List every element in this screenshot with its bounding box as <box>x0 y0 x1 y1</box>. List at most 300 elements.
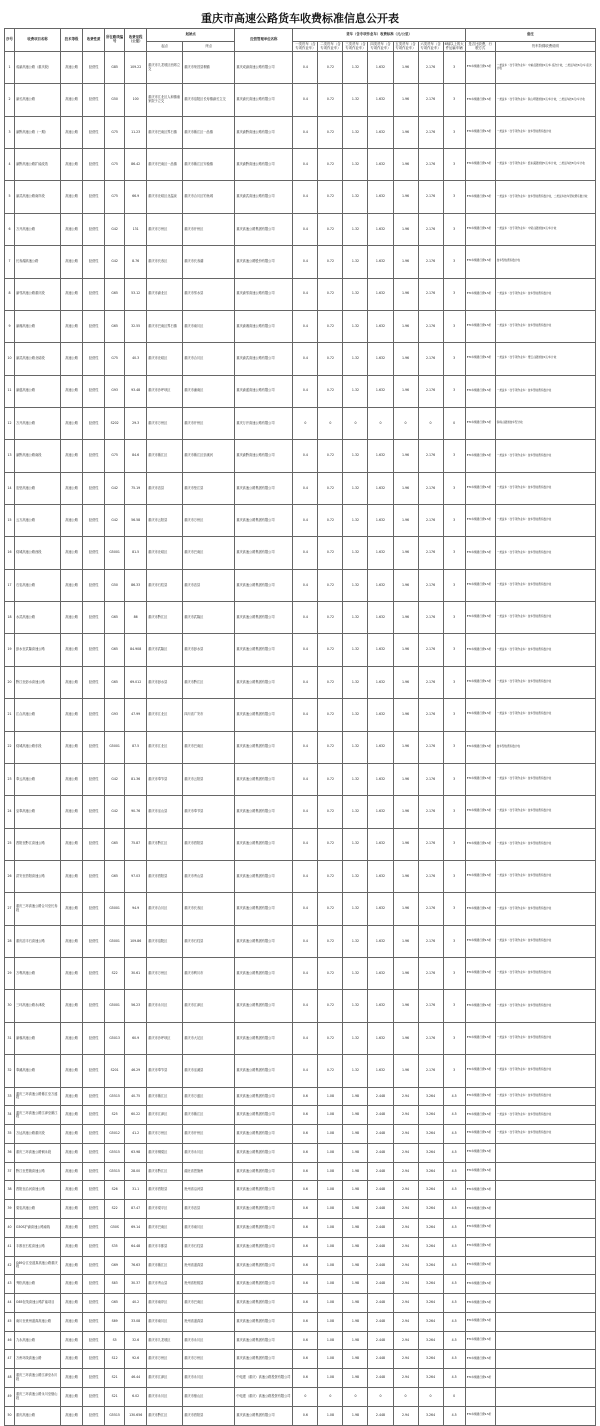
cell-project: 成渝高速公路（重庆段） <box>15 52 61 84</box>
cell-oversize: 3 <box>443 343 465 375</box>
cell-seq: 39 <box>5 1200 15 1219</box>
cell-note-2: 一类货车（含专项作业车）按车型收费系数计收 <box>495 1055 595 1087</box>
cell-nature: 经营性 <box>83 828 105 860</box>
cell-class-4: 2.448 <box>368 1406 393 1425</box>
cell-end: 重庆市綦江区安稳镇 <box>183 149 235 181</box>
cell-end: 重庆市江津区 <box>183 990 235 1022</box>
header-grade: 技术等级 <box>61 29 83 52</box>
cell-class-1: 0.4 <box>293 699 318 731</box>
header-mileage: 收费里程（公里） <box>125 29 147 52</box>
cell-mileage: 86.42 <box>125 149 147 181</box>
cell-class-3: 1.98 <box>343 1312 368 1331</box>
cell-class-1: 0.6 <box>293 1350 318 1369</box>
cell-class-4: 1.632 <box>368 828 393 860</box>
cell-class-6: 3.264 <box>418 1181 443 1200</box>
cell-operator: 重庆高速公路集团有限公司 <box>235 860 293 892</box>
cell-nature: 经营性 <box>83 763 105 795</box>
cell-start: 重庆市江北区 <box>147 699 183 731</box>
cell-end: 重庆市开州区 <box>183 407 235 439</box>
cell-nature: 经营性 <box>83 1181 105 1200</box>
cell-class-3: 1.32 <box>343 472 368 504</box>
cell-grade: 高速公路 <box>61 1294 83 1313</box>
cell-seq: 31 <box>5 1022 15 1054</box>
table-row <box>5 893 596 925</box>
cell-oversize: 4.5 <box>443 1275 465 1294</box>
table-row <box>5 1388 596 1407</box>
cell-operator: 重庆高速公路集团有限公司 <box>235 1181 293 1200</box>
table-row <box>5 375 596 407</box>
cell-class-3: 1.98 <box>343 1331 368 1350</box>
cell-mileage: 109.86 <box>125 925 147 957</box>
cell-route: G42 <box>105 505 125 537</box>
cell-class-4: 2.448 <box>368 1275 393 1294</box>
cell-end: 重庆市彭水县 <box>183 634 235 666</box>
cell-mileage: 87.5 <box>125 731 147 763</box>
cell-seq: 7 <box>5 246 15 278</box>
cell-grade: 高速公路 <box>61 1275 83 1294</box>
cell-seq: 5 <box>5 181 15 213</box>
cell-oversize: 3 <box>443 958 465 990</box>
cell-class-4: 1.632 <box>368 666 393 698</box>
cell-note-1: ETC车辆通行费9.5折 <box>465 1125 495 1144</box>
cell-class-2: 1.08 <box>318 1143 343 1162</box>
cell-oversize: 4.5 <box>443 1181 465 1200</box>
cell-start: 重庆市武隆区 <box>147 634 183 666</box>
cell-mileage: 100 <box>125 84 147 116</box>
cell-class-6: 2.176 <box>418 990 443 1022</box>
cell-project: 渝蓉高速公路 <box>15 1022 61 1054</box>
cell-note-2: 一类货车（含专项作业车）按车型收费系数计收 <box>495 310 595 342</box>
cell-class-2: 0.72 <box>318 181 343 213</box>
cell-class-5: 1.96 <box>393 537 418 569</box>
cell-class-2: 1.08 <box>318 1406 343 1425</box>
table-row <box>5 472 596 504</box>
cell-seq: 47 <box>5 1350 15 1369</box>
cell-class-3: 1.98 <box>343 1087 368 1106</box>
cell-start: 重庆市綦江区 <box>147 440 183 472</box>
table-row <box>5 925 596 957</box>
cell-start: 重庆市忠县 <box>147 472 183 504</box>
cell-note-1: ETC车辆通行费9.5折 <box>465 246 495 278</box>
cell-class-2: 0.72 <box>318 958 343 990</box>
cell-project: 黔江至恩施高速公路 <box>15 1162 61 1181</box>
cell-project: 丰都至石柱高速公路 <box>15 1237 61 1256</box>
cell-operator: 重庆高速公路股份有限公司 <box>235 246 293 278</box>
cell-route: S21 <box>105 1388 125 1407</box>
cell-class-6: 3.264 <box>418 1275 443 1294</box>
cell-class-4: 1.632 <box>368 52 393 84</box>
cell-class-4: 2.448 <box>368 1331 393 1350</box>
cell-note-2: 按车型收费系数计收 <box>495 246 595 278</box>
cell-class-1: 0.6 <box>293 1162 318 1181</box>
cell-oversize: 3 <box>443 990 465 1022</box>
cell-seq: 28 <box>5 925 15 957</box>
cell-grade: 高速公路 <box>61 634 83 666</box>
cell-oversize: 3 <box>443 763 465 795</box>
cell-seq: 41 <box>5 1237 15 1256</box>
cell-grade: 高速公路 <box>61 1237 83 1256</box>
cell-oversize: 3 <box>443 569 465 601</box>
cell-class-3: 1.32 <box>343 958 368 990</box>
cell-seq: 29 <box>5 958 15 990</box>
table-row <box>5 1087 596 1106</box>
cell-grade: 高速公路 <box>61 1200 83 1219</box>
cell-operator: 重庆高速公路集团有限公司 <box>235 1022 293 1054</box>
cell-project: 洪安至酉阳高速公路 <box>15 860 61 892</box>
cell-mileage: 69.012 <box>125 666 147 698</box>
cell-class-3: 1.98 <box>343 1125 368 1144</box>
cell-seq: 42 <box>5 1256 15 1275</box>
cell-note-1: ETC车辆通行费9.5折 <box>465 52 495 84</box>
cell-end: 重庆市巴南区 <box>183 1294 235 1313</box>
table-row <box>5 1237 596 1256</box>
cell-note-1: ETC车辆通行费9.5折 <box>465 860 495 892</box>
cell-project: 云万高速公路 <box>15 505 61 537</box>
cell-seq: 36 <box>5 1143 15 1162</box>
table-row <box>5 213 596 245</box>
cell-class-5: 2.94 <box>393 1143 418 1162</box>
cell-end: 贵州省沿河县 <box>183 1181 235 1200</box>
cell-project: 秀松高速公路 <box>15 1275 61 1294</box>
header-seq: 序号 <box>5 29 15 52</box>
cell-route: G5012 <box>105 1125 125 1144</box>
cell-seq: 14 <box>5 472 15 504</box>
cell-seq: 49 <box>5 1388 15 1407</box>
cell-nature: 经营性 <box>83 310 105 342</box>
cell-seq: 18 <box>5 602 15 634</box>
cell-grade: 高速公路 <box>61 893 83 925</box>
cell-oversize: 4.5 <box>443 1369 465 1388</box>
cell-end: 重庆市綦江区 <box>183 1106 235 1125</box>
cell-start: 重庆市黔江区 <box>147 1162 183 1181</box>
cell-class-5: 2.94 <box>393 1237 418 1256</box>
cell-class-6: 3.264 <box>418 1125 443 1144</box>
cell-start: 重庆市江津区 <box>147 1369 183 1388</box>
cell-note-1: ETC车辆通行费9.5折 <box>465 990 495 1022</box>
cell-project: 绕城高速公路东段 <box>15 731 61 763</box>
cell-mileage: 75.19 <box>125 472 147 504</box>
cell-route: S5 <box>105 1331 125 1350</box>
cell-project: 重庆涪丰石高速公路 <box>15 925 61 957</box>
cell-grade: 高速公路 <box>61 699 83 731</box>
cell-class-4: 1.632 <box>368 634 393 666</box>
cell-class-5: 1.96 <box>393 440 418 472</box>
cell-nature: 经营性 <box>83 278 105 310</box>
cell-note-2: 一类货车（含专项作业车）按车型收费系数计收 <box>495 796 595 828</box>
cell-class-1: 0.4 <box>293 440 318 472</box>
cell-nature: 经营性 <box>83 731 105 763</box>
cell-operator: 重庆渝长高速公路有限公司 <box>235 84 293 116</box>
cell-operator: 重庆高速公路集团有限公司 <box>235 537 293 569</box>
cell-class-3: 1.98 <box>343 1406 368 1425</box>
header-class-5: 五类货车（含专项作业车） <box>393 42 418 52</box>
cell-project: G50S沪渝高速公路南线 <box>15 1218 61 1237</box>
cell-note-2: 按车型收费系数计收 <box>495 731 595 763</box>
cell-class-1: 0.6 <box>293 1256 318 1275</box>
cell-seq: 9 <box>5 310 15 342</box>
cell-class-4: 1.632 <box>368 569 393 601</box>
cell-grade: 高速公路 <box>61 407 83 439</box>
cell-seq: 1 <box>5 52 15 84</box>
table-row <box>5 1369 596 1388</box>
cell-class-5: 2.94 <box>393 1087 418 1106</box>
cell-class-1: 0.4 <box>293 310 318 342</box>
cell-class-1: 0.4 <box>293 602 318 634</box>
header-note-1: 是否比收费，行驶方式 <box>465 42 495 52</box>
cell-end: 重庆市巫溪县 <box>183 1055 235 1087</box>
cell-note-2 <box>495 1181 595 1200</box>
cell-note-2: 一类货车（含专项作业车）铁山坪隧道按4元/车计收，二类货车按6元/车计收 <box>495 84 595 116</box>
cell-route: G69 <box>105 1256 125 1275</box>
table-row <box>5 246 596 278</box>
cell-operator: 重庆高速公路集团有限公司 <box>235 1294 293 1313</box>
cell-grade: 高速公路 <box>61 537 83 569</box>
cell-nature: 经营性 <box>83 1237 105 1256</box>
cell-grade: 高速公路 <box>61 375 83 407</box>
cell-seq: 23 <box>5 763 15 795</box>
cell-class-3: 1.98 <box>343 1369 368 1388</box>
cell-mileage: 84.6 <box>125 440 147 472</box>
cell-nature: 经营性 <box>83 1106 105 1125</box>
cell-route: G75 <box>105 343 125 375</box>
cell-class-6: 2.176 <box>418 860 443 892</box>
table-row <box>5 1125 596 1144</box>
cell-class-5: 1.96 <box>393 796 418 828</box>
cell-note-1: ETC车辆通行费9.5折 <box>465 116 495 148</box>
cell-class-1: 0.4 <box>293 505 318 537</box>
cell-note-1: ETC车辆通行费9.5折 <box>465 925 495 957</box>
cell-class-5: 1.96 <box>393 860 418 892</box>
cell-class-5: 1.96 <box>393 149 418 181</box>
cell-project: 酉阳至沿河高速公路 <box>15 1181 61 1200</box>
cell-note-1: ETC车辆通行费9.5折 <box>465 666 495 698</box>
cell-note-1: ETC车辆通行费9.5折 <box>465 1055 495 1087</box>
header-start-end: 起始点 <box>147 29 235 42</box>
cell-class-6: 2.176 <box>418 375 443 407</box>
cell-class-1: 0.4 <box>293 990 318 1022</box>
cell-end: 重庆市合川区 <box>183 343 235 375</box>
header-route: 所在路线编号 <box>105 29 125 52</box>
cell-operator: 重庆高速公路集团有限公司 <box>235 1406 293 1425</box>
cell-grade: 高速公路 <box>61 1350 83 1369</box>
cell-mileage: 8.76 <box>125 246 147 278</box>
cell-nature: 经营性 <box>83 1406 105 1425</box>
cell-operator: 重庆渝黔高速公路有限公司 <box>235 149 293 181</box>
cell-class-2: 1.08 <box>318 1256 343 1275</box>
cell-class-6: 2.176 <box>418 149 443 181</box>
cell-grade: 高速公路 <box>61 213 83 245</box>
cell-seq: 35 <box>5 1125 15 1144</box>
cell-grade: 高速公路 <box>61 310 83 342</box>
cell-start: 重庆市沙坪坝区 <box>147 375 183 407</box>
cell-seq: 10 <box>5 343 15 375</box>
cell-route: G85 <box>105 52 125 84</box>
cell-oversize: 4.5 <box>443 1331 465 1350</box>
cell-class-6: 2.176 <box>418 699 443 731</box>
cell-class-1: 0.4 <box>293 84 318 116</box>
cell-note-1: ETC车辆通行费9.5折 <box>465 440 495 472</box>
cell-nature: 经营性 <box>83 860 105 892</box>
cell-note-1: ETC车辆通行费9.5折 <box>465 1312 495 1331</box>
cell-seq: 22 <box>5 731 15 763</box>
cell-end: 重庆市垫江县 <box>183 472 235 504</box>
cell-class-4: 2.448 <box>368 1312 393 1331</box>
table-row <box>5 1294 596 1313</box>
cell-end: 重庆市南川区 <box>183 310 235 342</box>
cell-route: G75 <box>105 116 125 148</box>
cell-route: G93 <box>105 699 125 731</box>
cell-class-2: 0.72 <box>318 84 343 116</box>
cell-class-5: 2.94 <box>393 1312 418 1331</box>
cell-end: 重庆市大足区 <box>183 1022 235 1054</box>
cell-class-4: 1.632 <box>368 990 393 1022</box>
cell-project: 绕城高速公路西段 <box>15 537 61 569</box>
cell-seq: 11 <box>5 375 15 407</box>
cell-class-3: 1.32 <box>343 763 368 795</box>
cell-note-1: ETC车辆通行费9.5折 <box>465 1350 495 1369</box>
cell-class-4: 1.632 <box>368 310 393 342</box>
cell-class-3: 1.98 <box>343 1106 368 1125</box>
cell-seq: 26 <box>5 860 15 892</box>
cell-seq: 40 <box>5 1218 15 1237</box>
cell-route: G5515 <box>105 1162 125 1181</box>
cell-start: 重庆市巴南区界石镇 <box>147 310 183 342</box>
cell-note-1: ETC车辆通行费9.5折 <box>465 84 495 116</box>
cell-grade: 高速公路 <box>61 1256 83 1275</box>
cell-class-4: 2.448 <box>368 1200 393 1219</box>
table-row <box>5 1331 596 1350</box>
cell-start: 重庆市巴南区界石镇 <box>147 116 183 148</box>
cell-class-2: 0.72 <box>318 666 343 698</box>
cell-grade: 高速公路 <box>61 472 83 504</box>
cell-note-2 <box>495 1218 595 1237</box>
cell-class-2: 0.72 <box>318 472 343 504</box>
cell-class-5: 1.96 <box>393 925 418 957</box>
table-row <box>5 149 596 181</box>
cell-class-5: 1.96 <box>393 84 418 116</box>
cell-project: 九永高速公路 <box>15 1331 61 1350</box>
cell-seq: 45 <box>5 1312 15 1331</box>
cell-class-2: 0.72 <box>318 1022 343 1054</box>
cell-class-2: 0 <box>318 407 343 439</box>
cell-note-2: 一类货车（含专项作业车）按车型收费系数计收，二类货车按车型收费系数计收 <box>495 181 595 213</box>
cell-operator: 重庆高速公路集团有限公司 <box>235 1275 293 1294</box>
cell-mileage: 56.58 <box>125 505 147 537</box>
cell-operator: 重庆渝邻高速公路有限公司 <box>235 278 293 310</box>
cell-start: 重庆市万州区 <box>147 213 183 245</box>
cell-oversize: 3 <box>443 860 465 892</box>
cell-oversize: 3 <box>443 84 465 116</box>
cell-class-3: 1.32 <box>343 149 368 181</box>
table-row <box>5 828 596 860</box>
cell-class-3: 0 <box>343 1388 368 1407</box>
cell-mileage: 6.02 <box>125 1388 147 1407</box>
cell-class-4: 2.448 <box>368 1256 393 1275</box>
cell-class-3: 1.32 <box>343 699 368 731</box>
cell-route: G42 <box>105 472 125 504</box>
table-row <box>5 666 596 698</box>
cell-class-4: 2.448 <box>368 1143 393 1162</box>
cell-end: 重庆市利川市 <box>183 958 235 990</box>
cell-class-2: 0.72 <box>318 569 343 601</box>
cell-operator: 重庆高速公路集团有限公司 <box>235 472 293 504</box>
cell-note-1: ETC车辆通行费9.5折 <box>465 407 495 439</box>
cell-class-2: 1.08 <box>318 1106 343 1125</box>
cell-start: 重庆市黔江区 <box>147 602 183 634</box>
cell-nature: 经营性 <box>83 1294 105 1313</box>
cell-operator: 中电建（重庆）高速公路投资有限公司 <box>235 1388 293 1407</box>
cell-oversize: 4.5 <box>443 1218 465 1237</box>
cell-class-5: 1.96 <box>393 699 418 731</box>
table-row <box>5 1022 596 1054</box>
cell-route: G5515 <box>105 1087 125 1106</box>
cell-nature: 经营性 <box>83 1331 105 1350</box>
cell-note-1: ETC车辆通行费9.5折 <box>465 537 495 569</box>
cell-class-3: 1.32 <box>343 828 368 860</box>
cell-oversize: 4.5 <box>443 1162 465 1181</box>
cell-grade: 高速公路 <box>61 1055 83 1087</box>
cell-class-6: 2.176 <box>418 569 443 601</box>
cell-operator: 重庆高速公路集团有限公司 <box>235 1143 293 1162</box>
cell-route: G65 <box>105 278 125 310</box>
cell-class-5: 0 <box>393 407 418 439</box>
cell-class-2: 0.72 <box>318 310 343 342</box>
cell-oversize: 3 <box>443 310 465 342</box>
cell-mileage: 81.36 <box>125 763 147 795</box>
cell-class-4: 0 <box>368 407 393 439</box>
cell-project: 梁忠高速公路 <box>15 1200 61 1219</box>
cell-project: 南川至贵州道真高速公路 <box>15 1312 61 1331</box>
cell-project: 忠垫高速公路 <box>15 472 61 504</box>
cell-grade: 高速公路 <box>61 958 83 990</box>
cell-start: 重庆市彭水县 <box>147 666 183 698</box>
cell-start: 重庆市万州区 <box>147 1125 183 1144</box>
cell-class-6: 3.264 <box>418 1331 443 1350</box>
cell-operator: 重庆高速公路集团有限公司 <box>235 213 293 245</box>
cell-grade: 高速公路 <box>61 181 83 213</box>
cell-class-5: 2.94 <box>393 1106 418 1125</box>
cell-class-6: 3.264 <box>418 1143 443 1162</box>
cell-end: 重庆市忠县 <box>183 569 235 601</box>
cell-note-2: 一类货车（含专项作业车）按车型收费系数计收 <box>495 990 595 1022</box>
cell-end: 重庆市永川区 <box>183 1331 235 1350</box>
cell-class-6: 3.264 <box>418 1162 443 1181</box>
cell-oversize: 3 <box>443 116 465 148</box>
cell-note-2: 一类货车（含专项作业车）按车型收费系数计收 <box>495 893 595 925</box>
cell-grade: 高速公路 <box>61 1143 83 1162</box>
cell-class-3: 1.32 <box>343 440 368 472</box>
cell-note-1: ETC车辆通行费9.5折 <box>465 1331 495 1350</box>
cell-note-1: ETC车辆通行费9.5折 <box>465 763 495 795</box>
cell-class-2: 1.08 <box>318 1275 343 1294</box>
cell-seq: 46 <box>5 1331 15 1350</box>
cell-class-5: 2.94 <box>393 1162 418 1181</box>
table-row <box>5 860 596 892</box>
cell-end: 重庆市潼南区 <box>183 375 235 407</box>
cell-class-4: 2.448 <box>368 1237 393 1256</box>
cell-class-3: 1.32 <box>343 731 368 763</box>
cell-class-6: 2.176 <box>418 893 443 925</box>
cell-project: 石忠高速公路 <box>15 569 61 601</box>
cell-operator: 重庆高速公路集团有限公司 <box>235 699 293 731</box>
cell-project: 渝黔高速公路南段 <box>15 440 61 472</box>
cell-seq: 38 <box>5 1181 15 1200</box>
cell-note-1: ETC车辆通行费9.5折 <box>465 1087 495 1106</box>
cell-class-6: 2.176 <box>418 440 443 472</box>
cell-grade: 高速公路 <box>61 1331 83 1350</box>
cell-start: 重庆市北碚区北温泉 <box>147 181 183 213</box>
cell-operator: 重庆渝黔高速公路有限公司 <box>235 116 293 148</box>
